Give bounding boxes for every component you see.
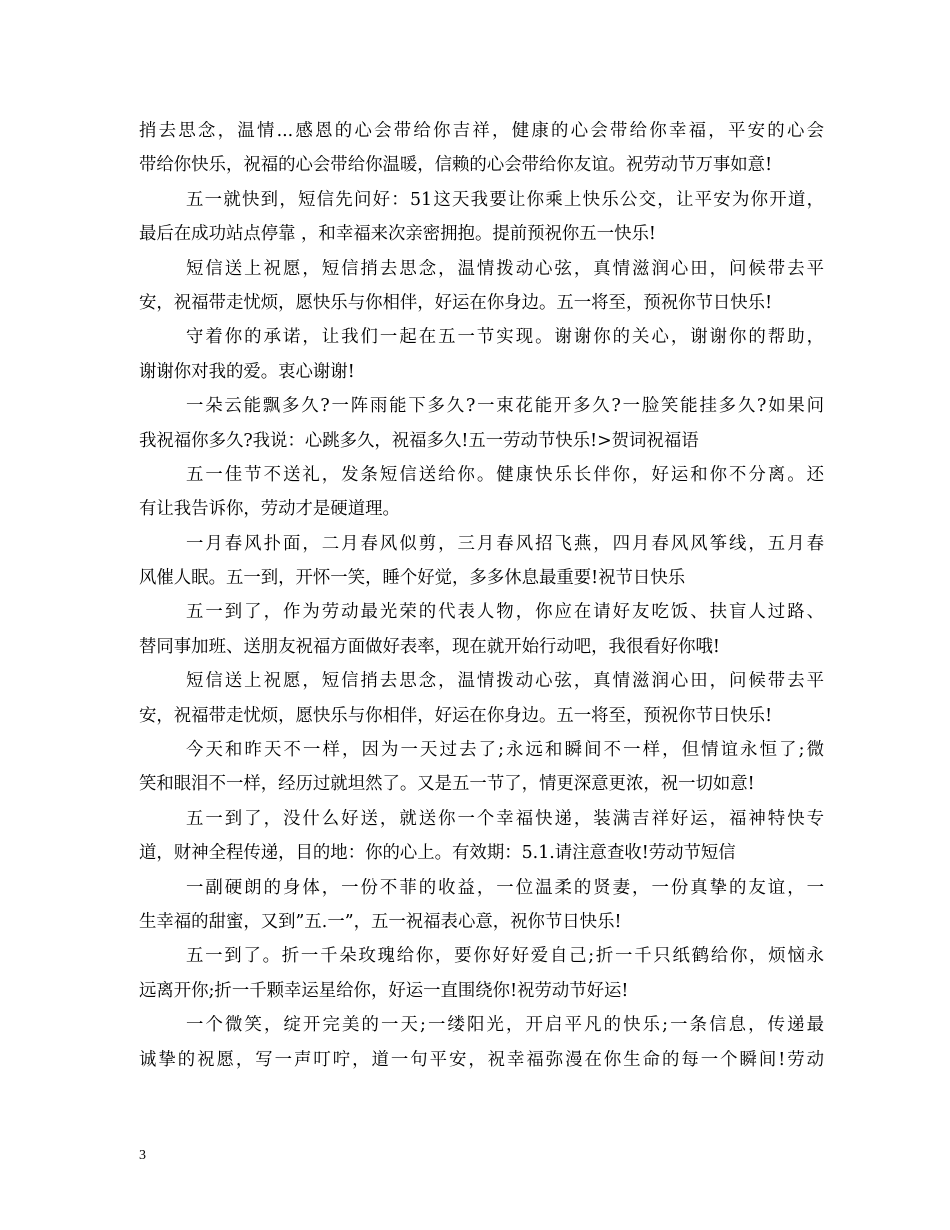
text-line: 风催人眠。五一到，开怀一笑，睡个好觉，多多休息最重要!祝节日快乐 [139, 568, 686, 589]
text-line: 一副硬朗的身体，一份不菲的收益，一位温柔的贤妻，一份真挚的友谊，一 [186, 877, 824, 898]
text-line: 最后在成功站点停靠 ，和幸福来次亲密拥抱。提前预祝你五一快乐! [139, 224, 656, 245]
text-line: 一个微笑，绽开完美的一天;一缕阳光，开启平凡的快乐;一条信息，传递最 [186, 1015, 824, 1036]
text-line: 一朵云能飘多久?一阵雨能下多久?一束花能开多久?一脸笑能挂多久?如果问 [186, 396, 824, 417]
text-line: 我祝福你多久?我说：心跳多久，祝福多久!五一劳动节快乐!>贺词祝福语 [139, 430, 699, 451]
text-line: 五一到了。折一千朵玫瑰给你，要你好好爱自己;折一千只纸鹤给你，烦恼永 [186, 946, 824, 967]
text-line: 笑和眼泪不一样，经历过就坦然了。又是五一节了，情更深意更浓，祝一切如意! [139, 774, 755, 795]
text-line: 今天和昨天不一样，因为一天过去了;永远和瞬间不一样，但情谊永恒了;微 [186, 740, 824, 761]
text-line: 带给你快乐，祝福的心会带给你温暖，信赖的心会带给你友谊。祝劳动节万事如意! [139, 155, 773, 176]
text-line: 五一到了，没什么好送，就送你一个幸福快递，装满吉祥好运，福神特快专 [186, 808, 824, 829]
text-line: 捎去思念，温情...感恩的心会带给你吉祥，健康的心会带给你幸福，平安的心会 [139, 121, 824, 141]
text-line: 一月春风扑面，二月春风似剪，三月春风招飞燕，四月春风风筝线，五月春 [186, 533, 824, 554]
text-line: 生幸福的甜蜜，又到”五.一”，五一祝福表心意，祝你节日快乐! [139, 911, 622, 932]
text-line: 五一到了，作为劳动最光荣的代表人物，你应在请好友吃饭、扶盲人过路、 [186, 602, 824, 623]
document-body [139, 114, 824, 1077]
text-line: 道，财神全程传递，目的地：你的心上。有效期：5.1.请注意查收!劳动节短信 [139, 843, 736, 864]
text-line: 安，祝福带走忧烦，愿快乐与你相伴，好运在你身边。五一将至，预祝你节日快乐! [139, 705, 773, 726]
text-line: 安，祝福带走忧烦，愿快乐与你相伴，好运在你身边。五一将至，预祝你节日快乐! [139, 292, 773, 313]
text-line: 有让我告诉你，劳动才是硬道理。 [139, 499, 400, 520]
text-line: 守着你的承诺，让我们一起在五一节实现。谢谢你的关心，谢谢你的帮助， [186, 327, 824, 348]
text-line: 远离开你;折一千颗幸运星给你，好运一直围绕你!祝劳动节好运! [139, 980, 629, 1001]
text-line: 替同事加班、送朋友祝福方面做好表率，现在就开始行动吧，我很看好你哦! [139, 636, 720, 657]
text-line: 谢谢你对我的爱。衷心谢谢! [139, 361, 355, 382]
text-line: 短信送上祝愿，短信捎去思念，温情拨动心弦，真情滋润心田，问候带去平 [186, 258, 824, 279]
text-line: 诚挚的祝愿，写一声叮咛，道一句平安，祝幸福弥漫在你生命的每一个瞬间!劳动 [139, 1049, 824, 1070]
text-line: 五一佳节不送礼，发条短信送给你。健康快乐长伴你，好运和你不分离。还 [186, 464, 824, 485]
text-line: 短信送上祝愿，短信捎去思念，温情拨动心弦，真情滋润心田，问候带去平 [186, 671, 824, 692]
page-number: 3 [139, 1148, 146, 1163]
text-line: 五一就快到，短信先问好：51这天我要让你乘上快乐公交，让平安为你开道， [186, 189, 824, 210]
